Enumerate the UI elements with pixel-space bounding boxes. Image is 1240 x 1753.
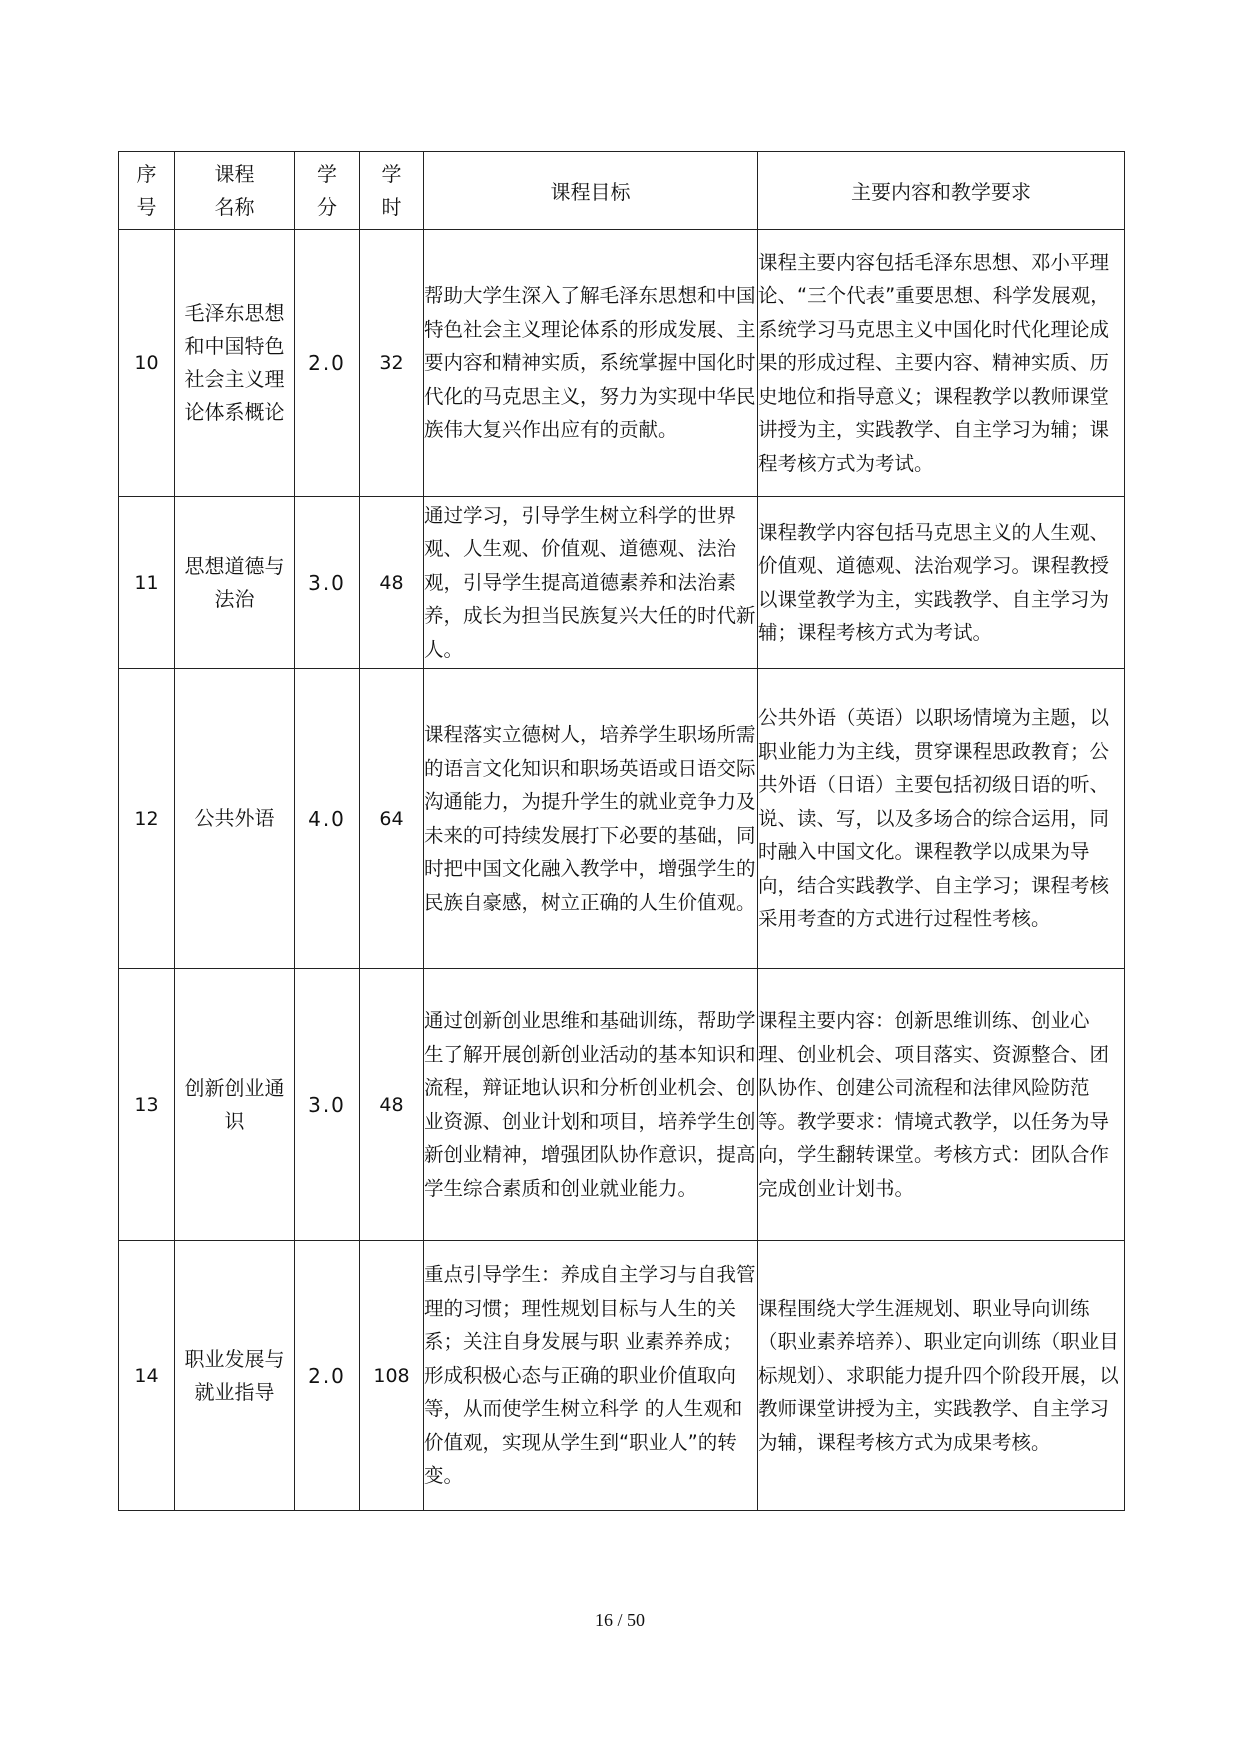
row-course-name: 创新创业通识 xyxy=(175,969,295,1241)
row-index: 11 xyxy=(119,497,175,669)
row-index: 13 xyxy=(119,969,175,1241)
row-hours: 48 xyxy=(360,497,424,669)
page-number: 16 / 50 xyxy=(594,1610,645,1630)
row-course-name: 公共外语 xyxy=(175,669,295,969)
row-goal: 课程落实立德树人，培养学生职场所需的语言文化知识和职场英语或日语交际沟通能力，为提升学生的就业竞争力及未来的可持续发展打下必要的基础，同时把中国文化融入教学中，增强学生的民族自豪感，树立正确的人生价值观。 xyxy=(424,669,758,969)
row-requirements: 课程教学内容包括马克思主义的人生观、价值观、道德观、法治观学习。课程教授以课堂教学为主，实践教学、自主学习为辅；课程考核方式为考试。 xyxy=(758,497,1125,669)
row-requirements: 课程主要内容：创新思维训练、创业心理、创业机会、项目落实、资源整合、团队协作、创建公司流程和法律风险防范等。教学要求：情境式教学，以任务为导向，学生翻转课堂。考核方式：团队合作完成创业计划书。 xyxy=(758,969,1125,1241)
row-course-name: 毛泽东思想和中国特色社会主义理论体系概论 xyxy=(175,230,295,497)
header-index: 序号 xyxy=(119,152,175,230)
table-row xyxy=(119,669,1125,969)
header-requirements: 主要内容和教学要求 xyxy=(758,152,1125,230)
row-requirements: 课程围绕大学生涯规划、职业导向训练（职业素养培养）、职业定向训练（职业目标规划）、求职能力提升四个阶段开展，以教师课堂讲授为主，实践教学、自主学习为辅，课程考核方式为成果考核。 xyxy=(758,1241,1125,1511)
row-hours: 32 xyxy=(360,230,424,497)
table-row xyxy=(119,230,1125,497)
row-requirements: 课程主要内容包括毛泽东思想、邓小平理论、“三个代表”重要思想、科学发展观，系统学习马克思主义中国化时代化理论成果的形成过程、主要内容、精神实质、历史地位和指导意义；课程教学以教师课堂讲授为主，实践教学、自主学习为辅；课程考核方式为考试。 xyxy=(758,230,1125,497)
table-body xyxy=(119,230,1125,1511)
row-requirements: 公共外语（英语）以职场情境为主题，以职业能力为主线，贯穿课程思政教育；公共外语（日语）主要包括初级日语的听、说、读、写，以及多场合的综合运用，同时融入中国文化。课程教学以成果为导向，结合实践教学、自主学习；课程考核采用考查的方式进行过程性考核。 xyxy=(758,669,1125,969)
row-credit: 3.0 xyxy=(295,497,360,669)
course-table xyxy=(118,151,1125,1511)
header-goal: 课程目标 xyxy=(424,152,758,230)
header-row xyxy=(119,152,1125,230)
row-index: 14 xyxy=(119,1241,175,1511)
row-course-name: 思想道德与法治 xyxy=(175,497,295,669)
table-row xyxy=(119,969,1125,1241)
row-goal: 重点引导学生：养成自主学习与自我管理的习惯；理性规划目标与人生的关系；关注自身发展与职 业素养养成；形成积极心态与正确的职业价值取向等，从而使学生树立科学 的人生观和价值观，实现从学生到“职业人”的转变。 xyxy=(424,1241,758,1511)
row-goal: 通过学习，引导学生树立科学的世界观、人生观、价值观、道德观、法治观，引导学生提高道德素养和法治素养，成长为担当民族复兴大任的时代新人。 xyxy=(424,497,758,669)
header-hours: 学时 xyxy=(360,152,424,230)
row-hours: 48 xyxy=(360,969,424,1241)
row-hours: 64 xyxy=(360,669,424,969)
row-credit: 4.0 xyxy=(295,669,360,969)
table-row xyxy=(119,1241,1125,1511)
row-goal: 帮助大学生深入了解毛泽东思想和中国特色社会主义理论体系的形成发展、主要内容和精神实质，系统掌握中国化时代化的马克思主义，努力为实现中华民族伟大复兴作出应有的贡献。 xyxy=(424,230,758,497)
header-name: 课程名称 xyxy=(175,152,295,230)
row-index: 12 xyxy=(119,669,175,969)
table-row xyxy=(119,497,1125,669)
row-goal: 通过创新创业思维和基础训练，帮助学生了解开展创新创业活动的基本知识和流程，辩证地认识和分析创业机会、创业资源、创业计划和项目，培养学生创新创业精神，增强团队协作意识，提高学生综合素质和创业就业能力。 xyxy=(424,969,758,1241)
row-credit: 2.0 xyxy=(295,1241,360,1511)
row-hours: 108 xyxy=(360,1241,424,1511)
row-credit: 3.0 xyxy=(295,969,360,1241)
header-credit: 学分 xyxy=(295,152,360,230)
row-credit: 2.0 xyxy=(295,230,360,497)
table-header xyxy=(119,152,1125,230)
row-course-name: 职业发展与就业指导 xyxy=(175,1241,295,1511)
row-index: 10 xyxy=(119,230,175,497)
